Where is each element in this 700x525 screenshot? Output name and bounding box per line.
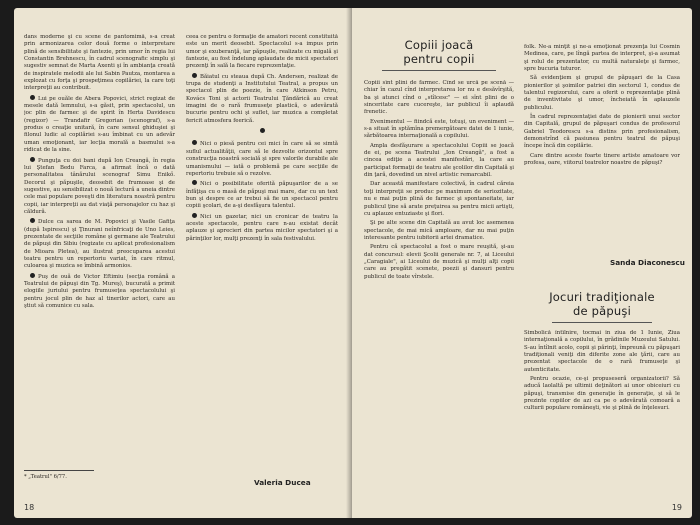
bullet-icon (30, 157, 35, 162)
paragraph: În cadrul reprezentaţiei date de pionierii unui sector din Capitală, grupul de păpuşari condus de profesorul Gabriel Teodorescu s-a distins prin profesionalism, demonstrînd că pasiunea pentru teatrul de păpuşi începe încă din copilărie. (524, 114, 680, 150)
paragraph-text: Punguţa cu doi bani după Ion Creangă, în regia lui Ştefan Bedu Farca, a afirmat încă o dată personalitatea tânărului scenograf Simu Enikő. Decorul şi păpuşile, deosebit de frumoase şi de sugestive, au sensibilizat o nouă lectură a uneia dintre cele mai populare poveşti din literatura noastră pentru copii, iar interpreţii au dat viaţă personajelor cu haz şi căldură. (24, 157, 175, 215)
page-number: 19 (671, 503, 682, 512)
author-signature: Valeria Ducea (254, 478, 311, 487)
title-line: Jocuri tradiţionale (549, 290, 655, 304)
paragraph (186, 180, 338, 210)
left-column-2 (186, 34, 338, 474)
paragraph: Evenimentul — fiindcă este, totuşi, un eveniment — s-a situat în sptămîna premergătoare datei de 1 iunie, sărbătoarea internaţională a copilului. (364, 118, 514, 140)
paragraph: Copiii sînt plini de farmec. Cînd se urcă pe scenă — chiar în cazul cînd interpretarea lor nu e desăvîrşită, ba şi atunci cînd o „stîlcesc" — ei sînt plini de o sinceritate care cucereşte, iar publicul îi aplaudă frenetic. (364, 80, 514, 116)
paragraph (186, 73, 338, 125)
paragraph-text: Nici o piesă pentru cei mici în care să se simtă suflul actualităţii, care să le dezvolte orizontul spre construcţia noastră socială şi spre valorile durabile ale umanismului — iată o problemă pe care secţiile de repertoriu trebuie să o rezolve. (186, 141, 338, 177)
article-title (364, 38, 514, 66)
title-line: Copiii joacă (404, 38, 474, 52)
left-page (14, 8, 352, 518)
footnote-rule (24, 470, 94, 471)
paragraph (24, 273, 175, 311)
paragraph (24, 157, 175, 217)
title-line: pentru copii (403, 52, 475, 66)
separator (186, 128, 338, 136)
paragraph: Pentru ocazie, ce-şi propuseseră organizatorii? Să aducă laolaltă pe ultimii deţinători ai unor obiceiuri cu păpuşi, transmise din generaţie în generaţie, şi să le prezinte copiilor de azi ca pe o adevărată comoară a culturii populare româneşti, vie şi plină de înţelesuri. (524, 376, 680, 412)
article-title (524, 290, 680, 318)
paragraph: Pentru că spectacolul a fost o mare reuşită, şi-au dat concursul: elevii Şcolii generale nr. 7, ai Liceului „Caragiale", ai Liceului de muzică şi mulţi alţi copii care au pregătit scenete, poezii şi dansuri pentru publicul de toate vîrstele. (364, 244, 514, 280)
left-column-1 (24, 34, 175, 464)
bullet-icon (260, 128, 265, 133)
paragraph (24, 95, 175, 155)
paragraph: Ampla desfăşurare a spectacolului Copiii se joacă de ei, pe scena Teatrului „Ion Creangă", a fost a cincea ediţie a acestei manifestări, la care au participat formaţii de teatru ale şcolilor din Capitală şi din ţară, dovedind un nivel artistic remarcabil. (364, 142, 514, 179)
footnote: * „Teatrul" 6/77. (24, 474, 67, 480)
paragraph-text: Lui pe ouăle de Abera Popovici, strict regizat de mesele dată lemnului, s-a găsit, prin spectacolul, un joc plin de farmec şi de spirit în Herta Davidescu (regizor) — Trandafir Gregorian (scenograf), s-a produs o creaţie unitară, în care sensul ghiduşiei şi filonul ludic al copilăriei s-au îmbinat cu un adevăr uman emoţionant, iar lecţia morală a basmului s-a ridicat de la sine. (24, 95, 175, 154)
paragraph-text: Puş de ouă de Victor Eftimiu (secţia română a Teatrului de păpuşi din Tg. Mureş), bucurată a primit elogiile juriului pentru frumuseţea spectacolului şi pentru jocul plin de haz al tinerilor actori, care au ştiut să comunice cu sala. (24, 273, 175, 310)
paragraph-text: Nici o posibilitate oferită păpuşarilor de a se înfăţişa cu o masă de păpuşi mai mare, dar cu un text bun şi despre ce ar trebui să fie un spectacol pentru copiii şcolari, de a-şi desfăşura talentul. (186, 181, 338, 210)
paragraph: Dar această manifestare colectivă, în cadrul căreia toţi interpreţii se produc pe maximum de seriozitate, nu e mai puţin plină de farmec şi spontaneitate, iar publicul ţine să arate preţuirea sa pentru micii artişti, cu aplauze entuziaste şi flori. (364, 181, 514, 217)
title-rule (382, 70, 496, 71)
bullet-icon (192, 73, 197, 78)
paragraph: Care dintre aceste foarte tinere artiste amatoare vor profesa, oare, viitorul teatrelor noastre de păpuşi? (524, 152, 680, 167)
paragraph-text: Nici un gazetar, nici un cronicar de teatru la aceste spectacole, pentru care n-au existat decât aplauze şi aprecieri din partea micilor spectatori şi a părinţilor lor, mulţi prezenţi în sala festivalului. (186, 213, 338, 242)
right-page (352, 8, 692, 518)
right-column-3 (524, 330, 680, 500)
title-rule (552, 322, 652, 323)
bullet-icon (30, 95, 35, 100)
paragraph (186, 213, 338, 243)
bullet-icon (192, 140, 197, 145)
paragraph-text: Dulce ca sarea de M. Popovici şi Vasile Gafiţa (după Ispirescu) şi Ţinurani neînfricaţi de Uno Leies, prezentate de secţiile române şi germane ale Teatrului de păpuşi din Sibiu (regizate cu aplicat profesionalism de Mioara Pletea), au ilustrat preocuparea acestui teatru pentru un repertoriu variat, în care ritmul, culoarea şi muzica se îmbină armonios. (24, 219, 175, 270)
bullet-icon (30, 273, 35, 278)
bullet-icon (192, 180, 197, 185)
paragraph: Să evidenţiem şi grupul de păpuşari de la Casa pionierilor şi şoimilor patriei din sectorul 1, condus de talentul regizorului, care a oferit o reprezentaţie plină de inventivitate şi umor, încheiată în aplauzele publicului. (524, 75, 680, 111)
paragraph (24, 218, 175, 270)
right-column-2 (524, 44, 680, 254)
bullet-icon (192, 213, 197, 218)
paragraph (186, 140, 338, 178)
paragraph-text: Băiatul cu steaua după Ch. Andersen, realizat de trupa de studenţi a Institutului Teatral, a propus un spectacol plin de poezie, în care Atkinson Petru, Kovács Toni şi actorii Teatrului Ţăndărică au creat imagini de o rară frumuseţe plastică, o adevărată bucurie pentru ochi şi suflet, iar muzica a completat fericit atmosfera feerică. (186, 73, 338, 124)
paragraph: ceea ce pentru o formaţie de amatori recent constituită este un merit deosebit. Spectacolul s-a impus prin umor şi exuberanţă, iar păpuşile, realizate cu migală şi fantezie, au fost îndelung aplaudate de micii spectatori prezenţi în sală la fiecare reprezentaţie. (186, 34, 338, 70)
paragraph: folk. Ne-a minţit şi ne-a emoţionat prezenţa lui Cosmin Medinea, care, pe lîngă partea de interpret, şi-a asumat şi rolul de prezentator, cu multă naturaleţe şi farmec, spre bucuria tuturor. (524, 44, 680, 73)
title-line: de păpuşi (573, 304, 631, 318)
author-signature: Sanda Diaconescu (610, 258, 685, 267)
bullet-icon (30, 218, 35, 223)
paragraph: Simbolică întîlnire, tocmai în ziua de 1 Iunie, Ziua internaţională a copilului, în grădinile Muzeului Satului. S-au întîlnit acolo, copii şi părinţi, împreună cu păpuşari tradiţionali veniţi din diferite zone ale ţării, care au prezentat spectacole de o rară frumuseţe şi autenticitate. (524, 330, 680, 373)
paragraph: dans moderne şi cu scene de pantomimă, s-a creat prin armonizarea celor două forme o interpretare plină de sensibilitate şi fantezie, prin umor în regia lui Constantin Brehnescu, în cadrul scenografic simplu şi sugestiv semnat de Marta Axenti şi în ambianţa creată de inspiratele melodii ale lui Sabin Pautza, montarea a explozat cu forţa şi prospeţimea copilăriei, la care toţi interpreţii au contribuit. (24, 34, 175, 92)
paragraph: Şi pe alte scene din Capitală au avut loc asemenea spectacole, de mai mică amploare, dar nu mai puţin interesante pentru iubitorii artei dramatice. (364, 220, 514, 241)
page-number: 18 (24, 503, 35, 512)
right-column-1 (364, 80, 514, 500)
